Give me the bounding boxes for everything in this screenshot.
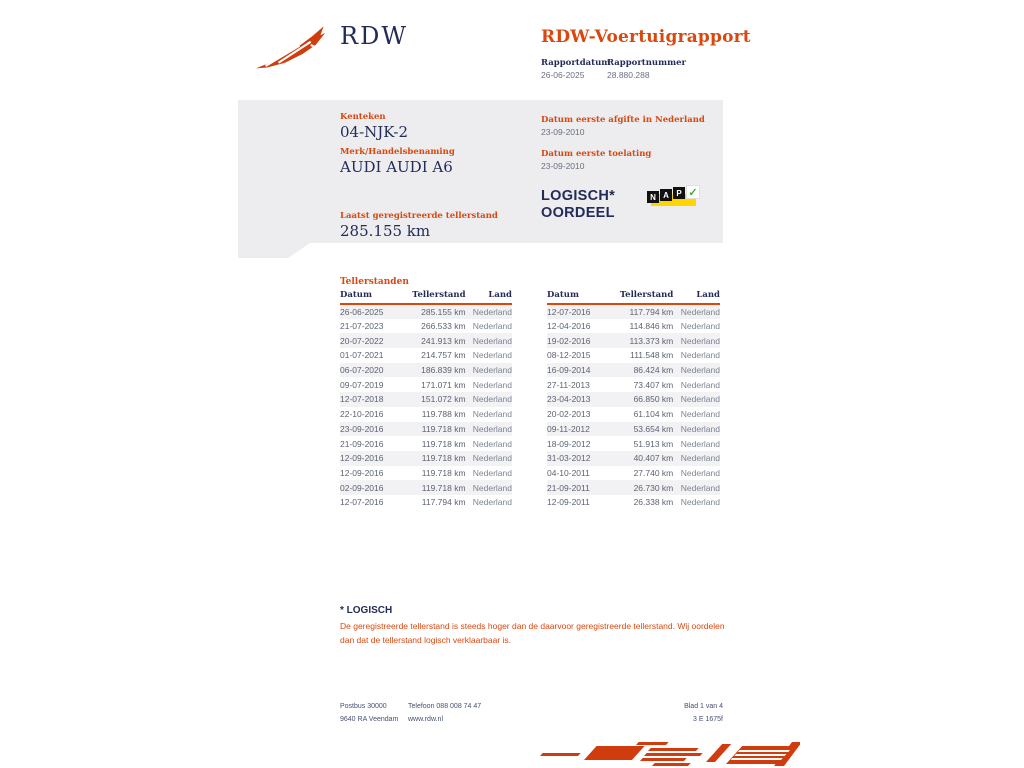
cell-land: Nederland	[472, 379, 512, 390]
cell-datum: 02-09-2016	[340, 482, 384, 493]
cell-land: Nederland	[472, 497, 512, 508]
cell-datum: 12-07-2016	[547, 306, 591, 317]
cell-tellerstand: 73.407 km	[633, 379, 674, 390]
tellerstand-label: Laatst geregistreerde tellerstand	[340, 211, 498, 221]
header-land: Land	[673, 290, 720, 304]
table-row	[547, 363, 720, 378]
footnote-title: * LOGISCH	[340, 605, 393, 616]
cell-datum: 21-09-2016	[340, 438, 384, 449]
cell-datum: 12-09-2011	[547, 497, 590, 508]
cell-tellerstand: 113.373 km	[629, 335, 674, 346]
oordeel-text	[541, 188, 615, 222]
table-row	[547, 304, 720, 319]
cell-land: Nederland	[680, 350, 720, 361]
cell-land: Nederland	[680, 306, 720, 317]
cell-datum: 21-07-2023	[340, 321, 384, 332]
table-row	[547, 392, 720, 407]
table-row	[340, 363, 512, 378]
cell-datum: 22-10-2016	[340, 409, 384, 420]
cell-tellerstand: 117.794 km	[629, 306, 674, 317]
nap-letter-p: P	[673, 187, 685, 199]
eerste-toelating-value: 23-09-2010	[541, 161, 585, 171]
cell-tellerstand: 114.846 km	[629, 321, 674, 332]
report-date-label: Rapportdatum	[541, 58, 611, 68]
cell-land: Nederland	[680, 497, 720, 508]
footer-page-number: Blad 1 van 4	[684, 703, 723, 710]
footer-phone: Telefoon 088 008 74 47	[408, 703, 482, 710]
cell-tellerstand: 151.072 km	[421, 394, 466, 405]
cell-datum: 20-02-2013	[547, 409, 591, 420]
cell-datum: 09-11-2012	[547, 423, 590, 434]
cell-land: Nederland	[472, 409, 512, 420]
decorative-stripes-graphic	[540, 738, 800, 768]
table-row	[547, 480, 720, 495]
cell-tellerstand: 111.548 km	[630, 350, 674, 361]
report-date-value: 26-06-2025	[541, 70, 585, 80]
table-row	[547, 333, 720, 348]
table-header-row	[340, 290, 512, 304]
merk-value: AUDI AUDI A6	[340, 158, 453, 176]
eerste-afgifte-value: 23-09-2010	[541, 127, 585, 137]
cell-land: Nederland	[680, 394, 720, 405]
oordeel-line1: LOGISCH*	[541, 188, 616, 204]
cell-datum: 12-04-2016	[547, 321, 591, 332]
cell-datum: 23-09-2016	[340, 423, 384, 434]
table-row	[340, 451, 512, 466]
table-row	[547, 451, 720, 466]
table-row	[547, 319, 720, 334]
kenteken-value: 04-NJK-2	[340, 123, 409, 141]
cell-land: Nederland	[680, 335, 720, 346]
cell-land: Nederland	[472, 467, 512, 478]
table-row	[340, 348, 512, 363]
tellerstand-value: 285.155 km	[340, 222, 431, 240]
cell-tellerstand: 26.338 km	[633, 497, 674, 508]
nap-logo	[647, 185, 703, 211]
footer-address-line1: Postbus 30000	[340, 703, 387, 710]
cell-land: Nederland	[472, 335, 512, 346]
table-row	[547, 466, 720, 481]
cell-land: Nederland	[472, 394, 512, 405]
cell-datum: 18-09-2012	[547, 438, 591, 449]
cell-tellerstand: 26.730 km	[633, 482, 674, 493]
header-tellerstand: Tellerstand	[409, 290, 466, 304]
odometer-table-right	[547, 290, 720, 510]
cell-datum: 16-09-2014	[547, 365, 591, 376]
header-land: Land	[466, 290, 512, 304]
cell-datum: 12-09-2016	[340, 467, 384, 478]
table-row	[340, 495, 512, 510]
cell-tellerstand: 214.757 km	[421, 350, 466, 361]
cell-land: Nederland	[472, 350, 512, 361]
cell-land: Nederland	[680, 467, 720, 478]
cell-tellerstand: 241.913 km	[421, 335, 466, 346]
cell-datum: 26-06-2025	[340, 306, 384, 317]
cell-datum: 12-07-2018	[340, 394, 384, 405]
nap-letter-n: N	[647, 191, 659, 203]
cell-tellerstand: 117.794 km	[421, 497, 466, 508]
table-row	[547, 422, 720, 437]
table-header-row	[547, 290, 720, 304]
header-datum: Datum	[340, 290, 409, 304]
footer-form-code: 3 E 1675f	[693, 716, 723, 723]
cell-datum: 19-02-2016	[547, 335, 591, 346]
odometer-table-left	[340, 290, 512, 510]
cell-tellerstand: 266.533 km	[421, 321, 466, 332]
cell-land: Nederland	[472, 438, 512, 449]
cell-tellerstand: 171.071 km	[421, 379, 466, 390]
cell-land: Nederland	[680, 453, 720, 464]
table-row	[340, 304, 512, 319]
cell-datum: 12-09-2016	[340, 453, 384, 464]
cell-datum: 04-10-2011	[547, 467, 590, 478]
cell-datum: 20-07-2022	[340, 335, 384, 346]
cell-land: Nederland	[680, 379, 720, 390]
table-row	[547, 348, 720, 363]
cell-datum: 06-07-2020	[340, 365, 384, 376]
rdw-logo-wordmark: RDW	[340, 22, 408, 50]
rdw-bird-logo-icon	[252, 24, 334, 74]
cell-tellerstand: 27.740 km	[633, 467, 674, 478]
cell-land: Nederland	[472, 453, 512, 464]
cell-datum: 09-07-2019	[340, 379, 384, 390]
table-row	[547, 436, 720, 451]
header-tellerstand: Tellerstand	[616, 290, 673, 304]
cell-tellerstand: 119.718 km	[421, 438, 466, 449]
cell-land: Nederland	[680, 423, 720, 434]
cell-tellerstand: 186.839 km	[421, 365, 466, 376]
cell-land: Nederland	[680, 482, 720, 493]
table-row	[340, 436, 512, 451]
cell-tellerstand: 119.788 km	[421, 409, 466, 420]
cell-tellerstand: 51.913 km	[633, 438, 674, 449]
cell-land: Nederland	[472, 423, 512, 434]
cell-land: Nederland	[472, 482, 512, 493]
cell-tellerstand: 86.424 km	[633, 365, 674, 376]
cell-datum: 08-12-2015	[547, 350, 591, 361]
cell-tellerstand: 53.654 km	[633, 423, 674, 434]
table-row	[547, 377, 720, 392]
cell-land: Nederland	[680, 438, 720, 449]
cell-land: Nederland	[472, 321, 512, 332]
footnote-text: De geregistreerde tellerstand is steeds hoger dan de daarvoor geregistreerde tellerstand. Wij oordelen dan dat de tellerstand logisch verklaarbaar is.	[340, 621, 725, 645]
merk-label: Merk/Handelsbenaming	[340, 147, 455, 157]
cell-tellerstand: 119.718 km	[421, 423, 466, 434]
header-datum: Datum	[547, 290, 616, 304]
cell-land: Nederland	[472, 365, 512, 376]
kenteken-label: Kenteken	[340, 112, 386, 122]
cell-tellerstand: 66.850 km	[633, 394, 674, 405]
table-row	[547, 407, 720, 422]
cell-tellerstand: 119.718 km	[421, 482, 466, 493]
table-row	[340, 392, 512, 407]
eerste-toelating-label: Datum eerste toelating	[541, 149, 652, 159]
cell-tellerstand: 40.407 km	[633, 453, 674, 464]
table-row	[340, 319, 512, 334]
table-row	[340, 422, 512, 437]
report-number-value: 28.880.288	[607, 70, 650, 80]
cell-land: Nederland	[680, 409, 720, 420]
cell-land: Nederland	[680, 365, 720, 376]
eerste-afgifte-label: Datum eerste afgifte in Nederland	[541, 115, 705, 125]
cell-land: Nederland	[472, 306, 512, 317]
nap-check-icon: ✓	[686, 185, 700, 199]
table-row	[547, 495, 720, 510]
footer-website: www.rdw.nl	[408, 716, 444, 723]
cell-datum: 23-04-2013	[547, 394, 591, 405]
table-row	[340, 480, 512, 495]
cell-datum: 27-11-2013	[547, 379, 590, 390]
tellerstanden-section-title: Tellerstanden	[340, 277, 409, 287]
cell-datum: 31-03-2012	[547, 453, 591, 464]
table-row	[340, 333, 512, 348]
table-row	[340, 466, 512, 481]
cell-tellerstand: 61.104 km	[633, 409, 674, 420]
cell-tellerstand: 285.155 km	[421, 306, 466, 317]
nap-letter-a: A	[660, 189, 672, 201]
report-title: RDW-Voertuigrapport	[541, 27, 751, 47]
cell-datum: 01-07-2021	[340, 350, 384, 361]
report-number-label: Rapportnummer	[607, 58, 686, 68]
table-row	[340, 377, 512, 392]
table-row	[340, 407, 512, 422]
cell-datum: 21-09-2011	[547, 482, 590, 493]
footer-address-line2: 9640 RA Veendam	[340, 716, 399, 723]
oordeel-line2: OORDEEL	[541, 205, 615, 221]
cell-tellerstand: 119.718 km	[421, 453, 466, 464]
cell-tellerstand: 119.718 km	[421, 467, 466, 478]
cell-datum: 12-07-2016	[340, 497, 384, 508]
cell-land: Nederland	[680, 321, 720, 332]
